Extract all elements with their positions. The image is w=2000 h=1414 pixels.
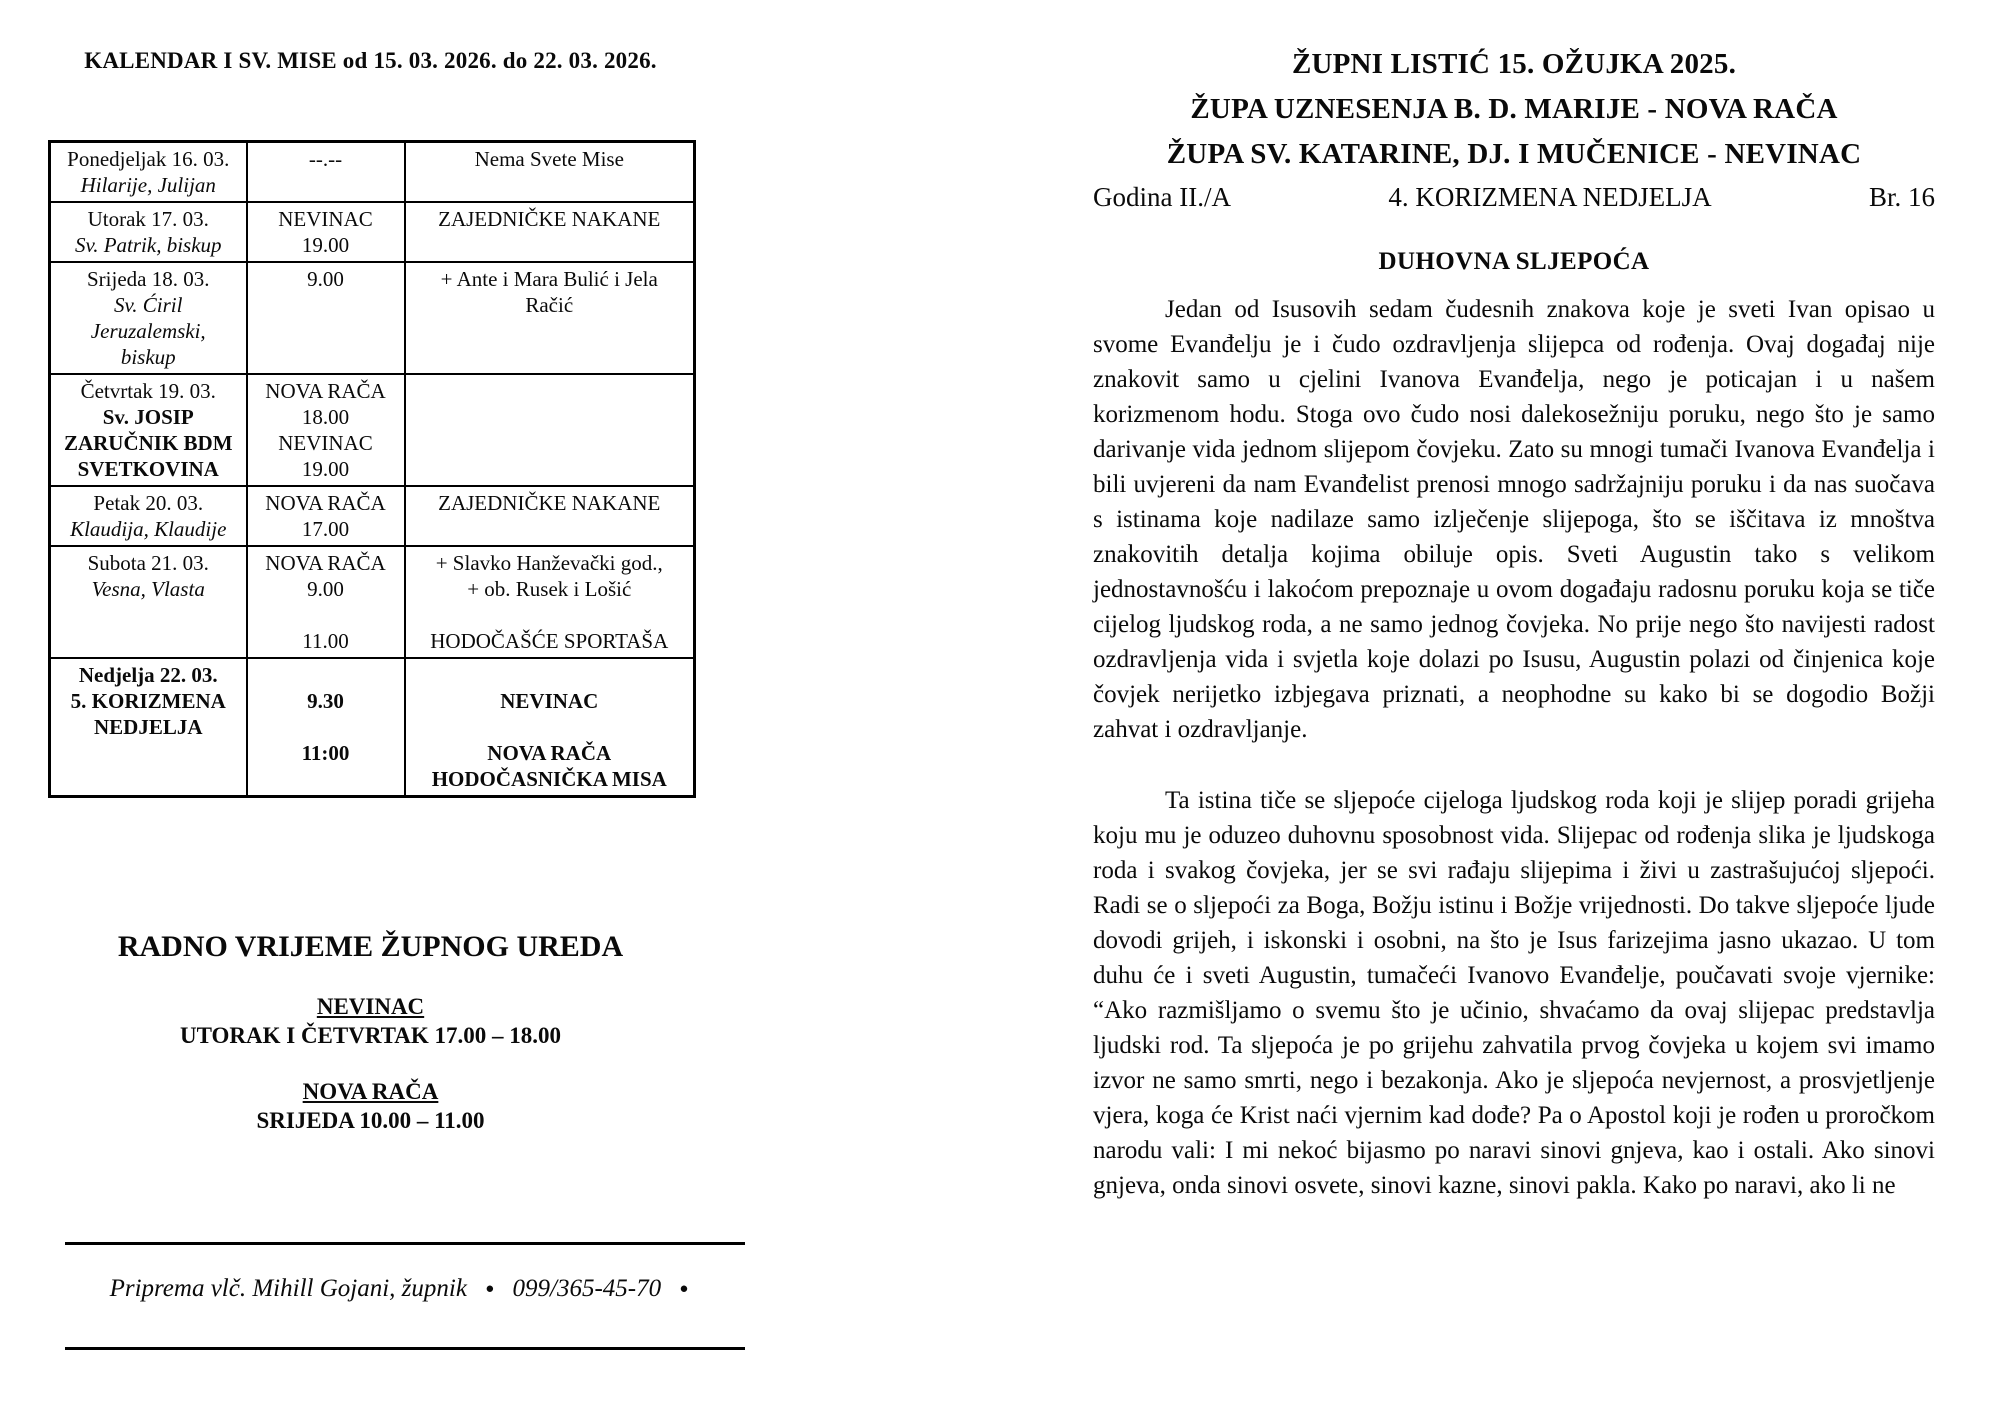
mass-calendar-table [48, 140, 696, 798]
place-label: NOVA RAČA [265, 491, 386, 515]
place-label: NOVA RAČA [265, 551, 386, 575]
footer-divider-top [65, 1242, 745, 1245]
saints-label: Hilarije, Julijan [80, 173, 216, 197]
intention-cell [405, 486, 695, 546]
prepared-by-label: Priprema vlč. Mihill Gojani, župnik [109, 1275, 467, 1302]
office-hours-nova-raca: SRIJEDA 10.00 – 11.00 [256, 1108, 485, 1133]
time-label: 19.00 [301, 457, 350, 481]
day-label: Nedjelja 22. 03. [78, 663, 218, 687]
day-cell [50, 658, 247, 797]
calendar-title: KALENDAR I SV. MISE od 15. 03. 2026. do 22. 03. 2026. [84, 48, 657, 73]
phone-number: 099/365-45-70 [512, 1275, 662, 1302]
intention-cell [405, 202, 695, 262]
time-cell [247, 374, 405, 486]
liturgical-year: Godina II./A [1093, 182, 1231, 212]
time-label: 9.30 [307, 689, 344, 713]
time-cell [247, 262, 405, 374]
intention-label: HODOČASNIČKA MISA [431, 767, 667, 791]
spacer [252, 714, 400, 740]
parish-name-nova-raca: ŽUPA UZNESENJA B. D. MARIJE - NOVA RAČA [1190, 93, 1838, 125]
time-cell [247, 142, 405, 203]
spacer [252, 662, 400, 688]
intention-label: HODOČAŠĆE SPORTAŠA [430, 629, 669, 653]
place-label: NOVA RAČA [265, 379, 386, 403]
office-place-nevinac: NEVINAC [316, 994, 425, 1019]
saints-label: biskup [120, 345, 176, 369]
day-cell [50, 142, 247, 203]
day-label: Srijeda 18. 03. [87, 267, 210, 291]
table-row-saturday [50, 546, 695, 658]
table-row-sunday [50, 658, 695, 797]
intention-label: + ob. Rusek i Lošić [467, 577, 632, 601]
issue-meta-row [1093, 182, 1935, 213]
time-cell [247, 486, 405, 546]
spacer [252, 602, 400, 628]
place-label: NOVA RAČA [487, 741, 612, 765]
office-hours-section [48, 930, 693, 1134]
table-row-thursday [50, 374, 695, 486]
intention-label: ZAJEDNIČKE NAKANE [438, 207, 661, 231]
bullet-icon: ● [679, 1281, 689, 1297]
day-label: Ponedjeljak 16. 03. [67, 147, 230, 171]
spacer [410, 602, 690, 628]
intention-label: Nema Svete Mise [474, 147, 624, 171]
day-label: Subota 21. 03. [87, 551, 209, 575]
article-paragraph: Jedan od Isusovih sedam čudesnih znakova koje je sveti Ivan opisao u svome Evanđelju je i čudo ozdravljenja slijepca od rođenja. Ovaj događaj nije znakovit samo u cjelini Ivanova Evanđelja, nego je poticajan i u našem korizmenom hodu. Stoga ovo čudo nosi dalekosežniju poruku, nego što je samo darivanje vida jednom slijepom čovjeku. Zato su mnogi tumači Ivanova Evanđelja i bili uvjereni da nam Evanđelist prenosi mnogo sadržajniju poruku i da nas suočava s istinama koje nadilaze samo izlječenje slijepoga, što se iščitava iz mnoštva znakovitih detalja kojima obiluje opis. Sveti Augustin tako s velikom jednostavnošću i lakoćom prepoznaje u ovom događaju radosnu poruku koja se tiče cijelog ljudskog roda, a ne samo jednog čovjeka. No prije nego što navijesti radost ozdravljenja vida i svjetla koje dolazi po Isusu, Augustin polazi od činjenica koje čovjek nerijetko izbjegava priznati, a neophodne su kako bi se dogodio Božji zahvat i ozdravljanje. [1093, 296, 1935, 743]
time-label: 19.00 [301, 233, 350, 257]
day-cell [50, 262, 247, 374]
day-cell [50, 486, 247, 546]
time-label: --.-- [308, 147, 343, 171]
parish-name-nevinac: ŽUPA SV. KATARINE, DJ. I MUČENICE - NEVINAC [1166, 138, 1862, 170]
place-label: NEVINAC [500, 689, 599, 713]
intention-label: Račić [525, 293, 574, 317]
intention-cell [405, 262, 695, 374]
newsletter-title: ŽUPNI LISTIĆ 15. OŽUJKA 2025. [1291, 48, 1737, 80]
saints-label: Sv. Ćiril [114, 293, 183, 317]
spacer [410, 714, 690, 740]
time-label: 11:00 [301, 741, 350, 765]
footer-credit [65, 1275, 745, 1303]
time-label: 18.00 [301, 405, 350, 429]
bullet-icon: ● [485, 1281, 495, 1297]
table-row-friday [50, 486, 695, 546]
time-label: 9.00 [307, 577, 344, 601]
spacer [410, 662, 690, 688]
table-row-monday [50, 142, 695, 203]
newsletter-header [1093, 42, 1935, 177]
day-cell [50, 546, 247, 658]
office-place-nova-raca: NOVA RAČA [302, 1079, 439, 1104]
table-row-wednesday [50, 262, 695, 374]
footer-divider-bottom [65, 1347, 745, 1350]
time-cell [247, 658, 405, 797]
saints-label: Klaudija, Klaudije [70, 517, 227, 541]
intention-label: + Ante i Mara Bulić i Jela [440, 267, 658, 291]
feast-label: Sv. JOSIP [102, 405, 194, 429]
place-label: NEVINAC [278, 207, 373, 231]
saints-label: Sv. Patrik, biskup [74, 233, 222, 257]
intention-cell [405, 142, 695, 203]
time-label: 9.00 [307, 267, 344, 291]
time-cell [247, 546, 405, 658]
feast-label: ZARUČNIK BDM [63, 431, 233, 455]
saints-label: Jeruzalemski, [90, 319, 206, 343]
day-cell [50, 202, 247, 262]
intention-cell [405, 546, 695, 658]
intention-cell [405, 374, 695, 486]
office-hours-title: RADNO VRIJEME ŽUPNOG UREDA [117, 930, 624, 963]
day-label: Utorak 17. 03. [87, 207, 209, 231]
sunday-name: 4. KORIZMENA NEDJELJA [1388, 182, 1712, 212]
time-label: 11.00 [302, 629, 349, 653]
article-paragraph: Ta istina tiče se sljepoće cijeloga ljudskog roda koji je slijep poradi grijeha koju mu je oduzeo duhovnu sposobnost vida. Slijepac od rođenja slika je ljudskoga roda i svakog čovjeka, jer se svi rađaju slijepima i živi u zastrašujućoj sljepoći. Radi se o sljepoći za Boga, Božju istinu i Božje vrijednosti. Do takve sljepoće ljude dovodi grijeh, i iskonski i osobni, na što je Isus farizejima jasno ukazao. U tom duhu će i sveti Augustin, tumačeći Ivanovo Evanđelje, poučavati svoje vjernike: “Ako razmišljamo o svemu što je učinio, shvaćamo da ovaj slijepac predstavlja ljudski rod. Ta sljepoća je po grijehu zahvatila prvog čovjeka u kojem svi imamo izvor ne samo smrti, nego i bezakonja. Ako je sljepoća nevjernost, a prosvjetljenje vjera, koga će Krist naći vjernim kad dođe? Pa o Apostol koji je rođen u proročkom narodu vali: I mi nekoć bijasmo po naravi sinovi gnjeva, kao i ostali. Ako sinovi gnjeva, onda sinovi osvete, sinovi kazne, sinovi pakla. Kako po naravi, ako li ne [1093, 787, 1935, 1199]
day-label: Petak 20. 03. [93, 491, 204, 515]
time-cell [247, 202, 405, 262]
saints-label: Vesna, Vlasta [91, 577, 205, 601]
issue-number: Br. 16 [1868, 182, 1935, 212]
time-label: 17.00 [301, 517, 350, 541]
intention-label: ZAJEDNIČKE NAKANE [438, 491, 661, 515]
intention-label: + Slavko Hanževački god., [435, 551, 663, 575]
intention-label [410, 378, 690, 404]
feast-label: SVETKOVINA [77, 457, 219, 481]
intention-cell [405, 658, 695, 797]
day-label: Četvrtak 19. 03. [80, 379, 216, 403]
feast-label: NEDJELJA [93, 715, 203, 739]
office-hours-nevinac: UTORAK I ČETVRTAK 17.00 – 18.00 [179, 1023, 562, 1048]
article-title: DUHOVNA SLJEPOĆA [1378, 248, 1650, 275]
table-row-tuesday [50, 202, 695, 262]
article-body [1093, 292, 1935, 1239]
place-label: NEVINAC [278, 431, 373, 455]
feast-label: 5. KORIZMENA [70, 689, 226, 713]
day-cell [50, 374, 247, 486]
